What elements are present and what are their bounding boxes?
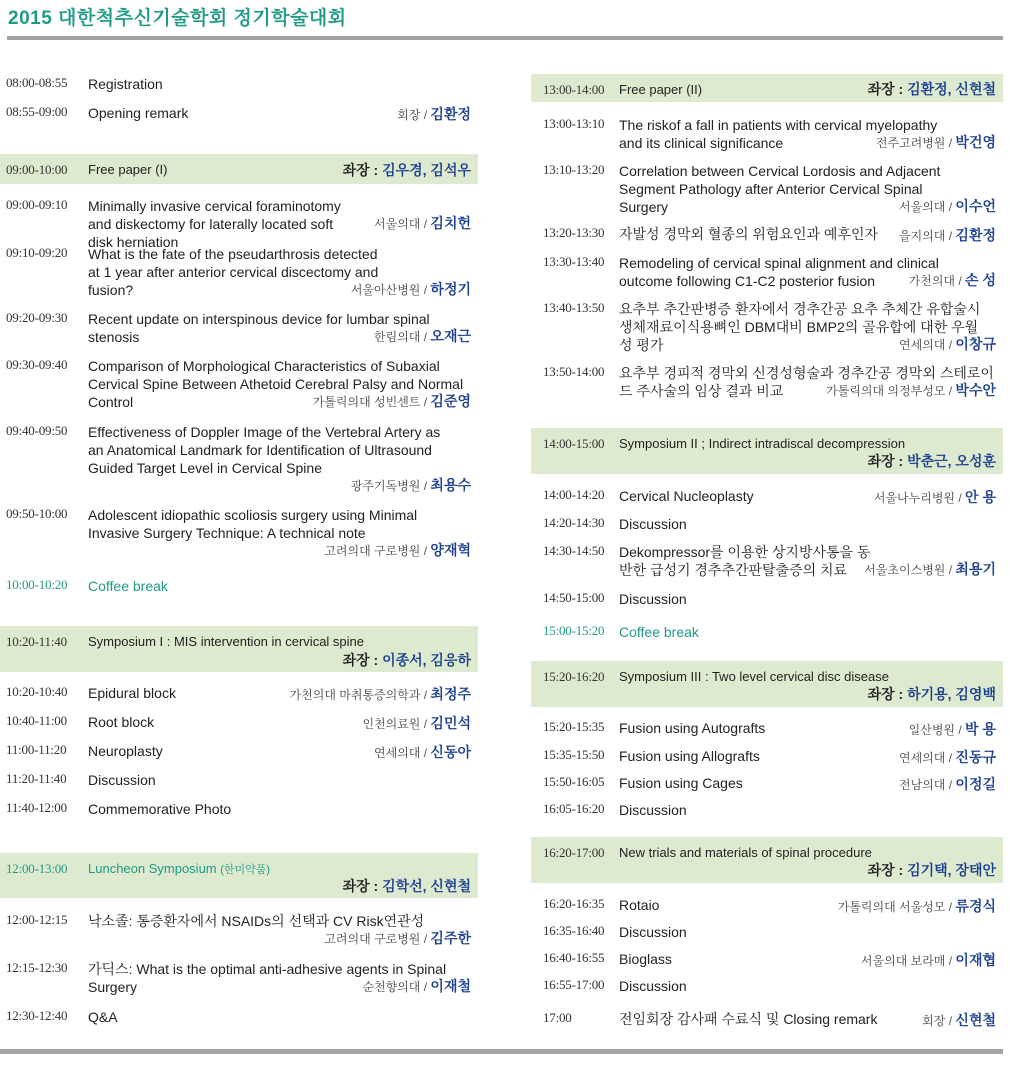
speaker-credit: 서울의대 / 김치헌: [374, 215, 471, 231]
speaker-credit: 회장 / 김환정: [397, 106, 471, 122]
program-item: 10:20-10:40 Epidural block 가천의대 마취통증의학과 / 최정주: [6, 684, 471, 702]
session-chairs: 좌장 : 김학선, 신현철: [342, 878, 471, 894]
program-item: 09:10-09:20 What is the fate of the pseudarthrosis detected at 1 year after anterior cervical discectomy and fusion? 서울아산병원 / 하정기: [6, 245, 471, 298]
speaker-credit: 순천향의대 / 이재철: [362, 978, 471, 994]
session-chairs: 좌장 : 이종서, 김응하: [342, 652, 471, 668]
program-item: 14:50-15:00 Discussion: [543, 590, 687, 607]
program-item: 12:00-12:15 낙소졸: 통증환자에서 NSAIDs의 선택과 CV Risk연관성 고려의대 구로병원 / 김주한: [6, 912, 471, 946]
speaker-credit: 가천의대 / 손 성: [908, 272, 996, 288]
program-item: 13:40-13:50 요추부 추간판병증 환자에서 경추간공 요추 추체간 유합술시 생체재료이식용뼈인 DBM대비 BMP2의 골유합에 대한 우월성 평가 연세의대 / 이창규: [543, 300, 996, 353]
top-divider: [7, 36, 1003, 40]
bottom-divider: [0, 1049, 1003, 1054]
speaker-credit: 고려의대 구로병원 / 양재혁: [324, 542, 471, 558]
program-item: 14:20-14:30 Discussion: [543, 515, 687, 532]
program-item: 15:20-15:35 Fusion using Autografts 일산병원 / 박 용: [543, 719, 996, 737]
coffee-break: 10:00-10:20 Coffee break: [6, 577, 168, 594]
session-chairs: 좌장 : 김우경, 김석우: [342, 162, 471, 178]
speaker-credit: 을지의대 / 김환정: [899, 227, 996, 243]
program-item: 11:00-11:20 Neuroplasty 연세의대 / 신동아: [6, 742, 471, 760]
program-item: 16:35-16:40 Discussion: [543, 923, 687, 940]
page-title: 2015 대한척추신기술학회 정기학술대회: [8, 8, 347, 29]
program-item: 13:00-13:10 The riskof a fall in patients with cervical myelopathy and its clinical significance 전주고려병원 / 박건영: [543, 116, 996, 151]
coffee-break: 15:00-15:20 Coffee break: [543, 623, 699, 640]
program-item: 10:40-11:00 Root block 인천의료원 / 김민석: [6, 713, 471, 731]
speaker-credit: 가톨릭의대 서울성모 / 류경식: [837, 898, 996, 914]
speaker-credit: 연세의대 / 이창규: [899, 336, 996, 352]
program-item: 09:50-10:00 Adolescent idiopathic scoliosis surgery using Minimal Invasive Surgery Technique: A technical note 고려의대 구로병원 / 양재혁: [6, 506, 471, 558]
speaker-credit: 광주기독병원 / 최용수: [350, 477, 471, 493]
program-item: 09:00-09:10 Minimally invasive cervical foraminotomy and diskectomy for laterally located soft disk herniation 서울의대 / 김치헌: [6, 197, 471, 250]
program-item: 12:15-12:30 가딕스: What is the optimal anti-adhesive agents in Spinal Surgery 순천향의대 / 이재철: [6, 960, 471, 995]
program-item: 13:50-14:00 요추부 경피적 경막외 신경성형술과 경추간공 경막외 스테로이드 주사술의 임상 결과 비교 가톨릭의대 의정부성모 / 박수안: [543, 364, 996, 399]
program-item: 16:40-16:55 Bioglass 서울의대 보라매 / 이재협: [543, 950, 996, 968]
session-header-luncheon: 12:00-13:00 Luncheon Symposium (한미약품) 좌장 : 김학선, 신현철: [0, 853, 478, 898]
session-header-free-paper-2: 13:00-14:00 Free paper (II) 좌장 : 김환정, 신현철: [531, 74, 1003, 102]
speaker-credit: 인천의료원 / 김민석: [362, 715, 471, 731]
program-item: 09:20-09:30 Recent update on interspinous device for lumbar spinal stenosis 한림의대 / 오재근: [6, 310, 471, 345]
program-item-closing: 17:00 전임회장 감사패 수료식 및 Closing remark 회장 / 신현철: [543, 1010, 996, 1028]
program-item: 12:30-12:40 Q&A: [6, 1008, 118, 1025]
program-item: 14:00-14:20 Cervical Nucleoplasty 서울나누리병원 / 안 용: [543, 487, 996, 505]
session-header-symposium-1: 10:20-11:40 Symposium I : MIS intervention in cervical spine 좌장 : 이종서, 김응하: [0, 626, 478, 672]
speaker-credit: 서울아산병원 / 하정기: [350, 281, 471, 297]
session-header-new-trials: 16:20-17:00 New trials and materials of spinal procedure 좌장 : 김기택, 장태안: [531, 837, 1003, 883]
speaker-credit: 가톨릭의대 의정부성모 / 박수안: [826, 382, 996, 398]
session-header-symposium-2: 14:00-15:00 Symposium II ; Indirect intradiscal decompression 좌장 : 박춘근, 오성훈: [531, 428, 1003, 474]
session-chairs: 좌장 : 박춘근, 오성훈: [867, 453, 996, 469]
speaker-credit: 연세의대 / 신동아: [374, 744, 471, 760]
speaker-credit: 서울의대 / 이수언: [899, 198, 996, 214]
session-header-symposium-3: 15:20-16:20 Symposium III : Two level cervical disc disease 좌장 : 하기용, 김영백: [531, 661, 1003, 707]
speaker-credit: 한림의대 / 오재근: [374, 328, 471, 344]
program-item: 14:30-14:50 Dekompressor를 이용한 상지방사통을 동반한 급성기 경추추간판탈출증의 치료 서울초이스병원 / 최용기: [543, 543, 996, 578]
program-item: 16:20-16:35 Rotaio 가톨릭의대 서울성모 / 류경식: [543, 896, 996, 914]
speaker-credit: 연세의대 / 진동규: [899, 749, 996, 765]
program-item: 13:30-13:40 Remodeling of cervical spinal alignment and clinical outcome following C1-C2 posterior fusion 가천의대 / 손 성: [543, 254, 996, 289]
speaker-credit: 전남의대 / 이정길: [899, 776, 996, 792]
speaker-credit: 고려의대 구로병원 / 김주한: [324, 930, 471, 946]
session-chairs: 좌장 : 김환정, 신현철: [867, 81, 996, 97]
speaker-credit: 일산병원 / 박 용: [908, 721, 996, 737]
speaker-credit: 가톨릭의대 성빈센트 / 김준영: [312, 393, 471, 409]
session-chairs: 좌장 : 김기택, 장태안: [867, 862, 996, 878]
program-item: 09:40-09:50 Effectiveness of Doppler Image of the Vertebral Artery as an Anatomical Landmark for Identification of Ultrasound Guided Target Level in Cervical Spine 광주기독병원 / 최용수: [6, 423, 471, 493]
program-item: 11:40-12:00 Commemorative Photo: [6, 800, 232, 817]
session-header-free-paper-1: 09:00-10:00 Free paper (I) 좌장 : 김우경, 김석우: [0, 154, 478, 184]
program-item: 16:05-16:20 Discussion: [543, 801, 687, 818]
program-item-opening: 08:55-09:00 Opening remark 회장 / 김환정: [6, 104, 471, 122]
program-item: 15:35-15:50 Fusion using Allografts 연세의대 / 진동규: [543, 747, 996, 765]
program-item: 15:50-16:05 Fusion using Cages 전남의대 / 이정길: [543, 774, 996, 792]
program-item: 11:20-11:40 Discussion: [6, 771, 156, 788]
program-item: 13:20-13:30 자발성 경막외 혈종의 위험요인과 예후인자 을지의대 / 김환정: [543, 225, 996, 243]
program-item-registration: 08:00-08:55 Registration: [6, 75, 163, 92]
speaker-credit: 회장 / 신현철: [922, 1012, 996, 1028]
session-chairs: 좌장 : 하기용, 김영백: [867, 686, 996, 702]
speaker-credit: 서울의대 보라매 / 이재협: [860, 952, 996, 968]
speaker-credit: 서울나누리병원 / 안 용: [873, 489, 996, 505]
speaker-credit: 가천의대 마취통증의학과 / 최정주: [289, 686, 471, 702]
program-item: 09:30-09:40 Comparison of Morphological Characteristics of Subaxial Cervical Spine Between Athetoid Cerebral Palsy and Normal Control 가톨릭의대 성빈센트 / 김준영: [6, 357, 471, 410]
speaker-credit: 전주고려병원 / 박건영: [875, 134, 996, 150]
program-item: 16:55-17:00 Discussion: [543, 977, 687, 994]
program-item: 13:10-13:20 Correlation between Cervical Lordosis and Adjacent Segment Pathology after Anterior Cervical Spinal Surgery 서울의대 / 이수언: [543, 162, 996, 215]
speaker-credit: 서울초이스병원 / 최용기: [864, 561, 996, 577]
